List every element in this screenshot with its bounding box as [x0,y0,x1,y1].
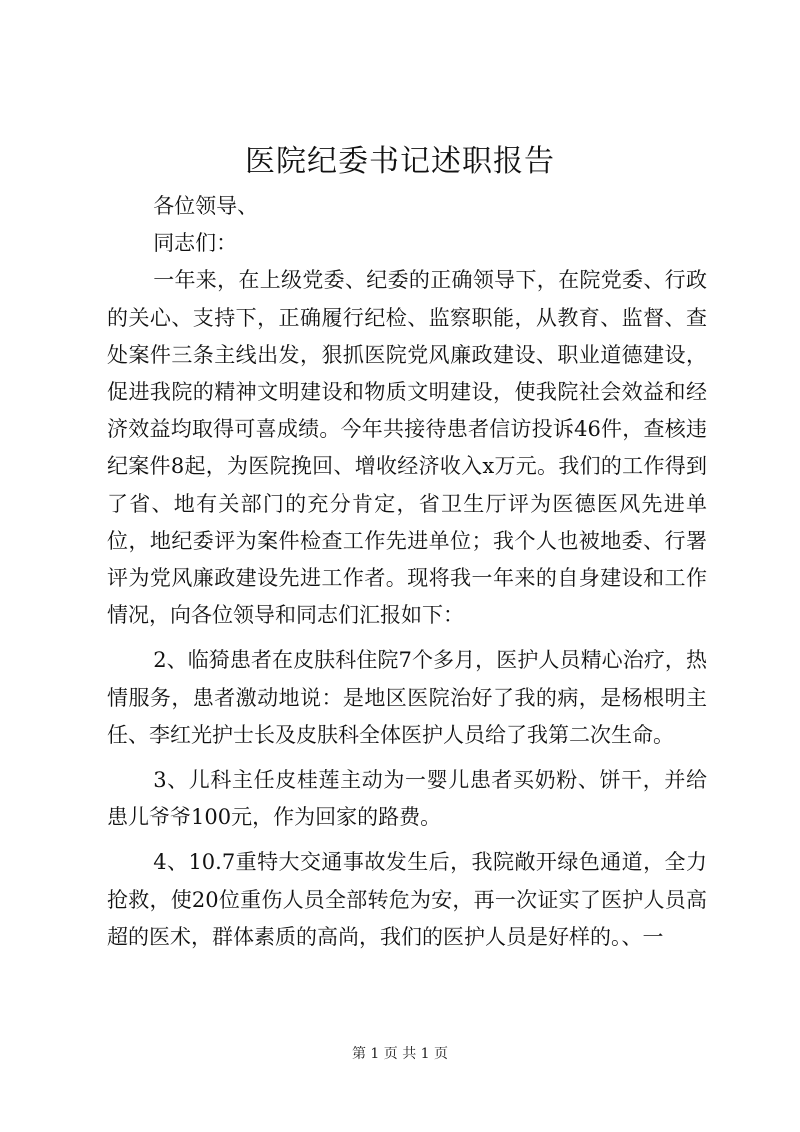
paragraph-annual-summary: 一年来，在上级党委、纪委的正确领导下，在院党委、行政的关心、支持下，正确履行纪检、监察职能，从教育、监督、查处案件三条主线出发，狠抓医院党风廉政建设、职业道德建设，促进我院的精神文明建设和物质文明建设，使我院社会效益和经济效益均取得可喜成绩。今年共接待患者信访投诉46件，查核违纪案件8起，为医院挽回、增收经济收入x万元。我们的工作得到了省、地有关部门的充分肯定，省卫生厅评为医德医风先进单位，地纪委评为案件检查工作先进单位；我个人也被地委、行署评为党风廉政建设先进工作者。现将我一年来的自身建设和工作情况，向各位领导和同志们汇报如下： [107,268,707,628]
paragraph-greeting-leaders: 各位领导、 [153,194,259,218]
paragraph-item-3: 3、儿科主任皮桂莲主动为一婴儿患者买奶粉、饼干，并给患儿爷爷100元，作为回家的路费。 [107,768,707,830]
paragraph-greeting-comrades: 同志们： [153,231,238,256]
page-footer: 第 1 页 共 1 页 [351,1046,449,1062]
document-body [107,188,707,956]
paragraph-item-4: 4、10.7重特大交通事故发生后，我院敞开绿色通道，全力抢救，使20位重伤人员全部转危为安，再一次证实了医护人员高超的医术，群体素质的高尚，我们的医护人员是好样的。、一 [107,850,707,949]
document-title: 医院纪委书记述职报告 [245,144,555,179]
paragraph-item-2: 2、临猗患者在皮肤科住院7个多月，医护人员精心治疗，热情服务，患者激动地说：是地区医院治好了我的病，是杨根明主任、李红光护士长及皮肤科全体医护人员给了我第二次生命。 [107,648,707,747]
